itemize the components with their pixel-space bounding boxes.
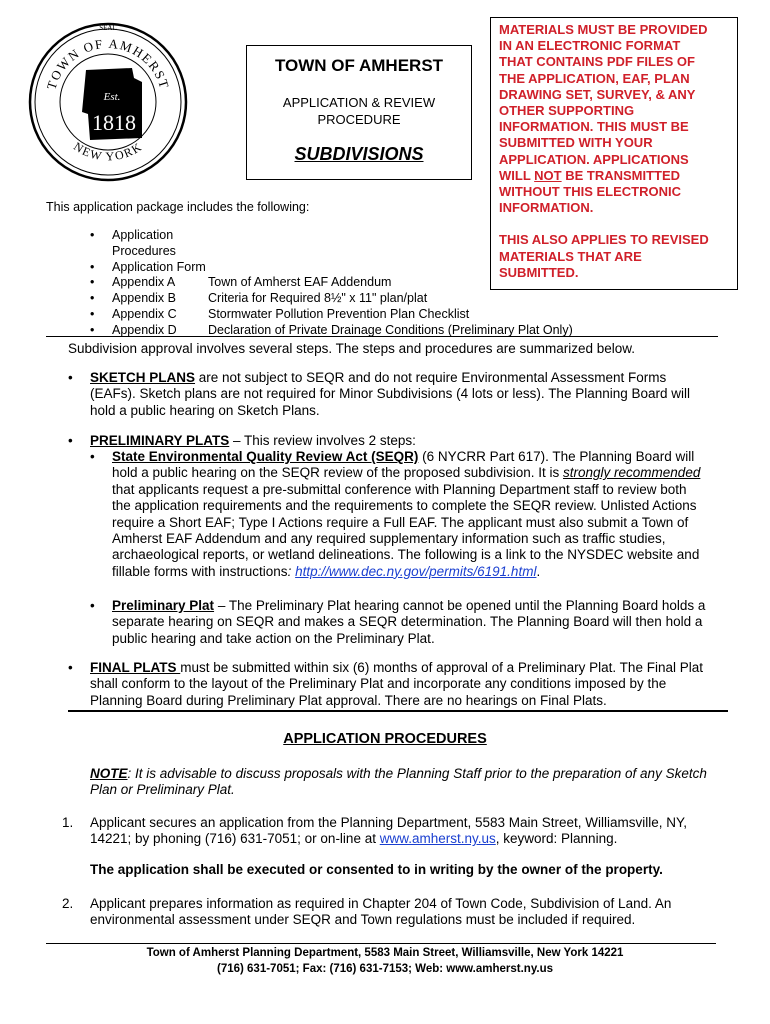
notice-line: IN AN ELECTRONIC FORMAT: [499, 38, 681, 54]
revised-notice-line: MATERIALS THAT ARE: [499, 248, 642, 264]
title-line-1: APPLICATION & REVIEW: [282, 95, 436, 110]
notice-line: DRAWING SET, SURVEY, & ANY: [499, 86, 696, 102]
subject-title: SUBDIVISIONS: [294, 144, 424, 164]
seqr-paragraph: State Environmental Quality Review Act (SEQR) (6 NYCRR Part 617). The Planning Board will hold a public hearing on the SEQR review of the proposed subdivision. It is strongly recommended that applicants request a pre-submittal conference with Planning Department staff to review both the application requirements and the requirements to complete the SEQR review. Unlisted Actions require a Short EAF; Type I Actions require a Full EAF. The applicant must also submit a Town of Amherst EAF Addendum and any required supplementary information such as traffic studies, archaeological reports, or wetland delineations. The following is a link to the NYSDEC website and fillable forms with instructions: http://www.dec.ny.gov/permits/6191.html.: [112, 449, 701, 579]
procedures-heading: APPLICATION PROCEDURES: [283, 731, 487, 747]
preliminary-plat-paragraph: Preliminary Plat – The Preliminary Plat hearing cannot be opened until the Planning Board holds a separate hearing on SEQR and makes a SEQR determination. The Planning Board will then hold a public hearing and take action on the Preliminary Plat.: [112, 598, 706, 646]
list-item: • Appendix C Stormwater Pollution Prevention Plan Checklist: [90, 307, 610, 323]
revised-notice-line: SUBMITTED.: [499, 264, 579, 280]
footer-divider: [46, 943, 716, 944]
footer-line-2: (716) 631-7051; Fax: (716) 631-7153; Web: www.amherst.ny.us: [217, 962, 553, 975]
list-item: • Application Procedures: [90, 228, 610, 260]
town-title: TOWN OF AMHERST: [274, 56, 444, 75]
notice-line-not: WILL NOT BE TRANSMITTED: [499, 167, 681, 183]
notice-line: THE APPLICATION, EAF, PLAN: [499, 70, 690, 86]
notice-line: INFORMATION. THIS MUST BE: [499, 119, 689, 135]
notice-line: INFORMATION.: [499, 200, 594, 216]
notice-line: WITHOUT THIS ELECTRONIC: [499, 184, 681, 200]
title-line-2: PROCEDURE: [317, 112, 401, 127]
sketch-plans-paragraph: SKETCH PLANS are not subject to SEQR and do not require Environmental Assessment Forms (EAFs). Sketch plans are not required for Minor Subdivisions (4 lots or less). The Planning Board will hold a public hearing on Sketch Plans.: [90, 370, 691, 418]
list-item: • Appendix A Town of Amherst EAF Addendum: [90, 275, 610, 291]
seal-arc-top: TOWN OF AMHERST: [43, 35, 173, 92]
seal-est: Est.: [103, 91, 121, 103]
notice-line: SUBMITTED WITH YOUR: [499, 135, 653, 151]
svg-text:NEW YORK: [71, 139, 145, 163]
step-2-paragraph: Applicant prepares information as required in Chapter 204 of Town Code, Subdivision of Land. An environmental assessment under SEQR and Town regulations must be included if required.: [90, 896, 672, 928]
divider: [68, 710, 728, 712]
seal-year: 1818: [92, 110, 136, 135]
footer-line-1: Town of Amherst Planning Department, 5583 Main Street, Williamsville, New York 14221: [146, 947, 624, 959]
title-box: [246, 45, 472, 180]
list-item: • Application Form: [90, 260, 610, 276]
list-item: • Appendix B Criteria for Required 8½" x 11" plan/plat: [90, 291, 610, 307]
divider: [46, 336, 718, 337]
town-seal: [24, 18, 192, 186]
package-list: [90, 228, 610, 339]
note-paragraph: NOTE: It is advisable to discuss proposals with the Planning Staff prior to the preparation of any Sketch Plan or Preliminary Plat.: [90, 766, 707, 798]
seal-top-text: SEAL: [99, 24, 117, 32]
notice-line: OTHER SUPPORTING: [499, 103, 635, 119]
notice-line: APPLICATION. APPLICATIONS: [499, 151, 689, 167]
revised-notice-line: THIS ALSO APPLIES TO REVISED: [499, 232, 709, 248]
amherst-website-link[interactable]: www.amherst.ny.us: [379, 831, 496, 847]
step-1-paragraph: Applicant secures an application from the Planning Department, 5583 Main Street, Williamsville, NY, 14221; by phoning (716) 631-7051; or on-line at www.amherst.ny.us, keyword: Planning.: [90, 815, 688, 847]
footer: [0, 946, 770, 977]
summary-intro: Subdivision approval involves several steps. The steps and procedures are summarized below.: [68, 341, 636, 356]
list-item: • Appendix D Declaration of Private Drainage Conditions (Preliminary Plat Only): [90, 323, 610, 339]
final-plats-paragraph: FINAL PLATS must be submitted within six (6) months of approval of a Preliminary Plat. The Final Plat shall conform to the layout of the Preliminary Plat and incorporate any conditions imposed by the Planning Board during Preliminary Plat approval. There are no hearings on Final Plats.: [90, 660, 703, 708]
notice-line: THAT CONTAINS PDF FILES OF: [499, 54, 695, 70]
preliminary-plats-heading: PRELIMINARY PLATS – This review involves 2 steps:: [90, 433, 416, 448]
package-intro: This application package includes the following:: [46, 200, 310, 214]
owner-consent-line: The application shall be executed or consented to in writing by the owner of the property.: [90, 862, 663, 877]
notice-line: MATERIALS MUST BE PROVIDED: [499, 22, 708, 37]
nysdec-link[interactable]: http://www.dec.ny.gov/permits/6191.html: [295, 563, 537, 579]
step-number: 2.: [62, 896, 74, 911]
step-number: 1.: [62, 815, 74, 830]
seal-arc-bottom: NEW YORK: [71, 139, 145, 164]
